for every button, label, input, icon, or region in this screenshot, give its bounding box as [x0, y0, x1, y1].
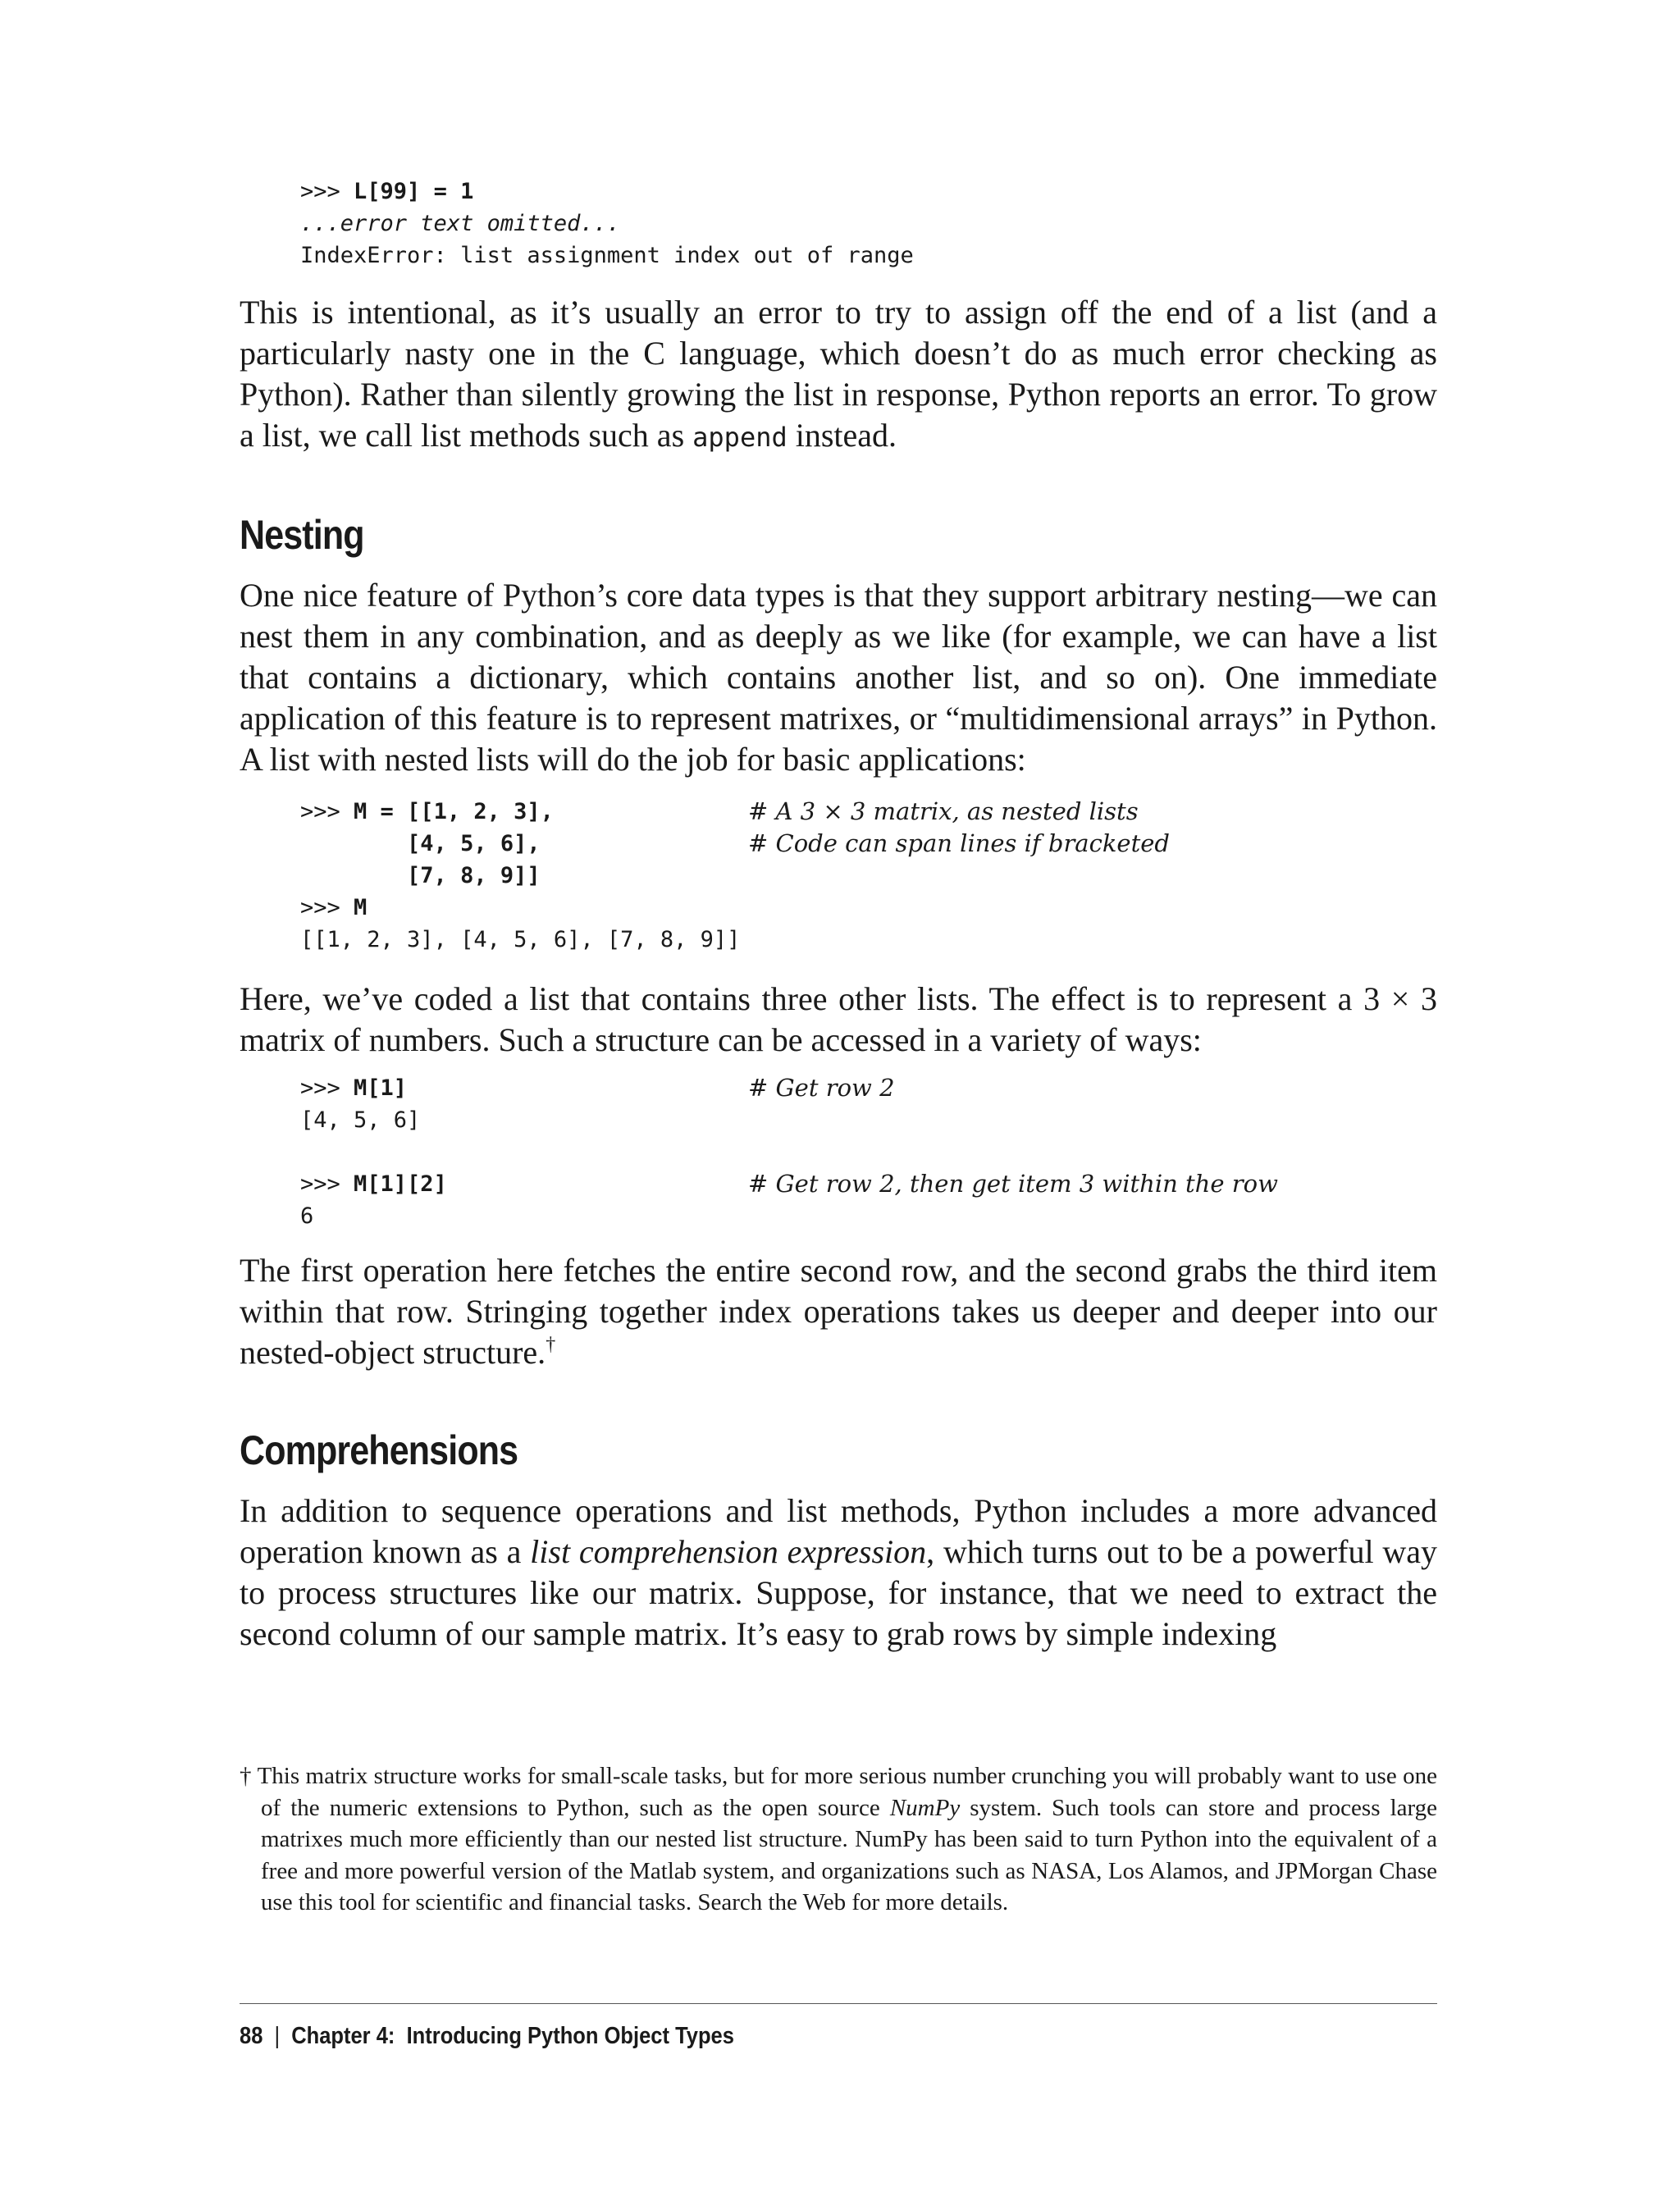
code-block-indexing — [300, 1072, 447, 1232]
footnote-reference: † — [546, 1334, 556, 1355]
code-line: M — [354, 895, 368, 920]
paragraph-comprehensions-intro — [240, 1491, 1437, 1655]
code-prompt: >>> — [300, 895, 354, 920]
code-output: [[1, 2, 3], [4, 5, 6], [7, 8, 9]] — [300, 927, 741, 952]
code-comment: # Get row 2 — [748, 1074, 895, 1102]
code-prompt: >>> — [300, 799, 354, 824]
page-footer — [240, 2020, 734, 2052]
paragraph-nesting-intro: One nice feature of Python’s core data types is that they support arbitrary nesting—we can nest them in any combination, and as deeply as we like (for example, we can have a list that contains a dictionary, which contains another list, and so on). One immediate application of this feature is to represent matrixes, or “multidimensional arrays” in Python. A list with nested lists will do the job for basic applications: — [240, 577, 1437, 778]
paragraph-text: , which turns out to be a powerful way to process structures like our matrix. Suppose, for instance, that we need to extract the second column of our sample matrix. It’s easy to grab rows by simple indexing — [240, 1533, 1437, 1652]
section-heading-comprehensions: Comprehensions — [240, 1427, 518, 1473]
paragraph-text: instead. — [787, 417, 897, 454]
code-line: L[99] = 1 — [354, 179, 474, 204]
inline-code-append: append — [692, 422, 788, 453]
paragraph-matrix-access: Here, we’ve coded a list that contains three other lists. The effect is to represent a 3 × 3 matrix of numbers. Such a structure can be accessed in a variety of ways: — [240, 980, 1437, 1058]
code-line: M = [[1, 2, 3], — [354, 799, 554, 824]
code-line: ...error text omitted... — [300, 211, 621, 236]
footnote-text: system. Such tools can store and process large matrixes much more efficiently than our nested list structure. NumPy has been said to turn Python into the equivalent of a free and more powerful version of the Matlab system, and organizations such as NASA, Los Alamos, and JPMorgan Chase use this tool for scientific and financial tasks. Search the Web for more details. — [261, 1794, 1437, 1915]
footnote-text: This matrix structure works for small-scale tasks, but for more serious number crunching you will probably want to use one of the numeric extensions to Python, such as the open source — [257, 1763, 1437, 1821]
footer-separator: | — [274, 2023, 281, 2049]
code-comment: # Code can span lines if bracketed — [748, 829, 1170, 857]
footnote — [240, 1760, 1437, 1919]
code-line: M[1] — [354, 1075, 408, 1101]
footer-rule — [240, 2003, 1437, 2004]
code-prompt: >>> — [300, 179, 354, 204]
emphasis-term: NumPy — [889, 1794, 961, 1821]
paragraph-text: This is intentional, as it’s usually an error to try to assign off the end of a list (and a particularly nasty one in the C language, which doesn’t do as much error checking as Python). Rather than silently growing the list in response, Python reports an error. To grow a list, we call list methods such as — [240, 294, 1437, 454]
code-output: 6 — [300, 1203, 314, 1229]
paragraph-text: In addition to sequence operations and list methods, Python includes a more advanced operation known as a — [240, 1492, 1437, 1570]
footnote-mark: † — [240, 1763, 258, 1789]
code-prompt: >>> — [300, 1171, 354, 1197]
section-heading-nesting: Nesting — [240, 512, 364, 558]
paragraph-index-operations — [240, 1250, 1437, 1373]
code-comment: # A 3 × 3 matrix, as nested lists — [748, 797, 1139, 825]
chapter-title: Chapter 4: Introducing Python Object Types — [291, 2023, 734, 2049]
code-block-index-error — [300, 176, 914, 272]
code-line: M[1][2] — [354, 1171, 447, 1197]
paragraph-intentional-error — [240, 292, 1437, 458]
code-output: [4, 5, 6] — [300, 1107, 421, 1133]
code-line: IndexError: list assignment index out of range — [300, 243, 914, 268]
emphasis-term: list comprehension expression — [530, 1533, 927, 1570]
code-prompt: >>> — [300, 1075, 354, 1101]
page-number: 88 — [240, 2023, 263, 2049]
code-block-matrix — [300, 796, 740, 956]
code-comment: # Get row 2, then get item 3 within the row — [748, 1170, 1278, 1198]
paragraph-text: The first operation here fetches the entire second row, and the second grabs the third item within that row. Stringing together index operations takes us deeper and deeper into our nested-object structure. — [240, 1252, 1437, 1371]
code-line: [4, 5, 6], — [300, 831, 541, 856]
code-line: [7, 8, 9]] — [300, 863, 541, 888]
